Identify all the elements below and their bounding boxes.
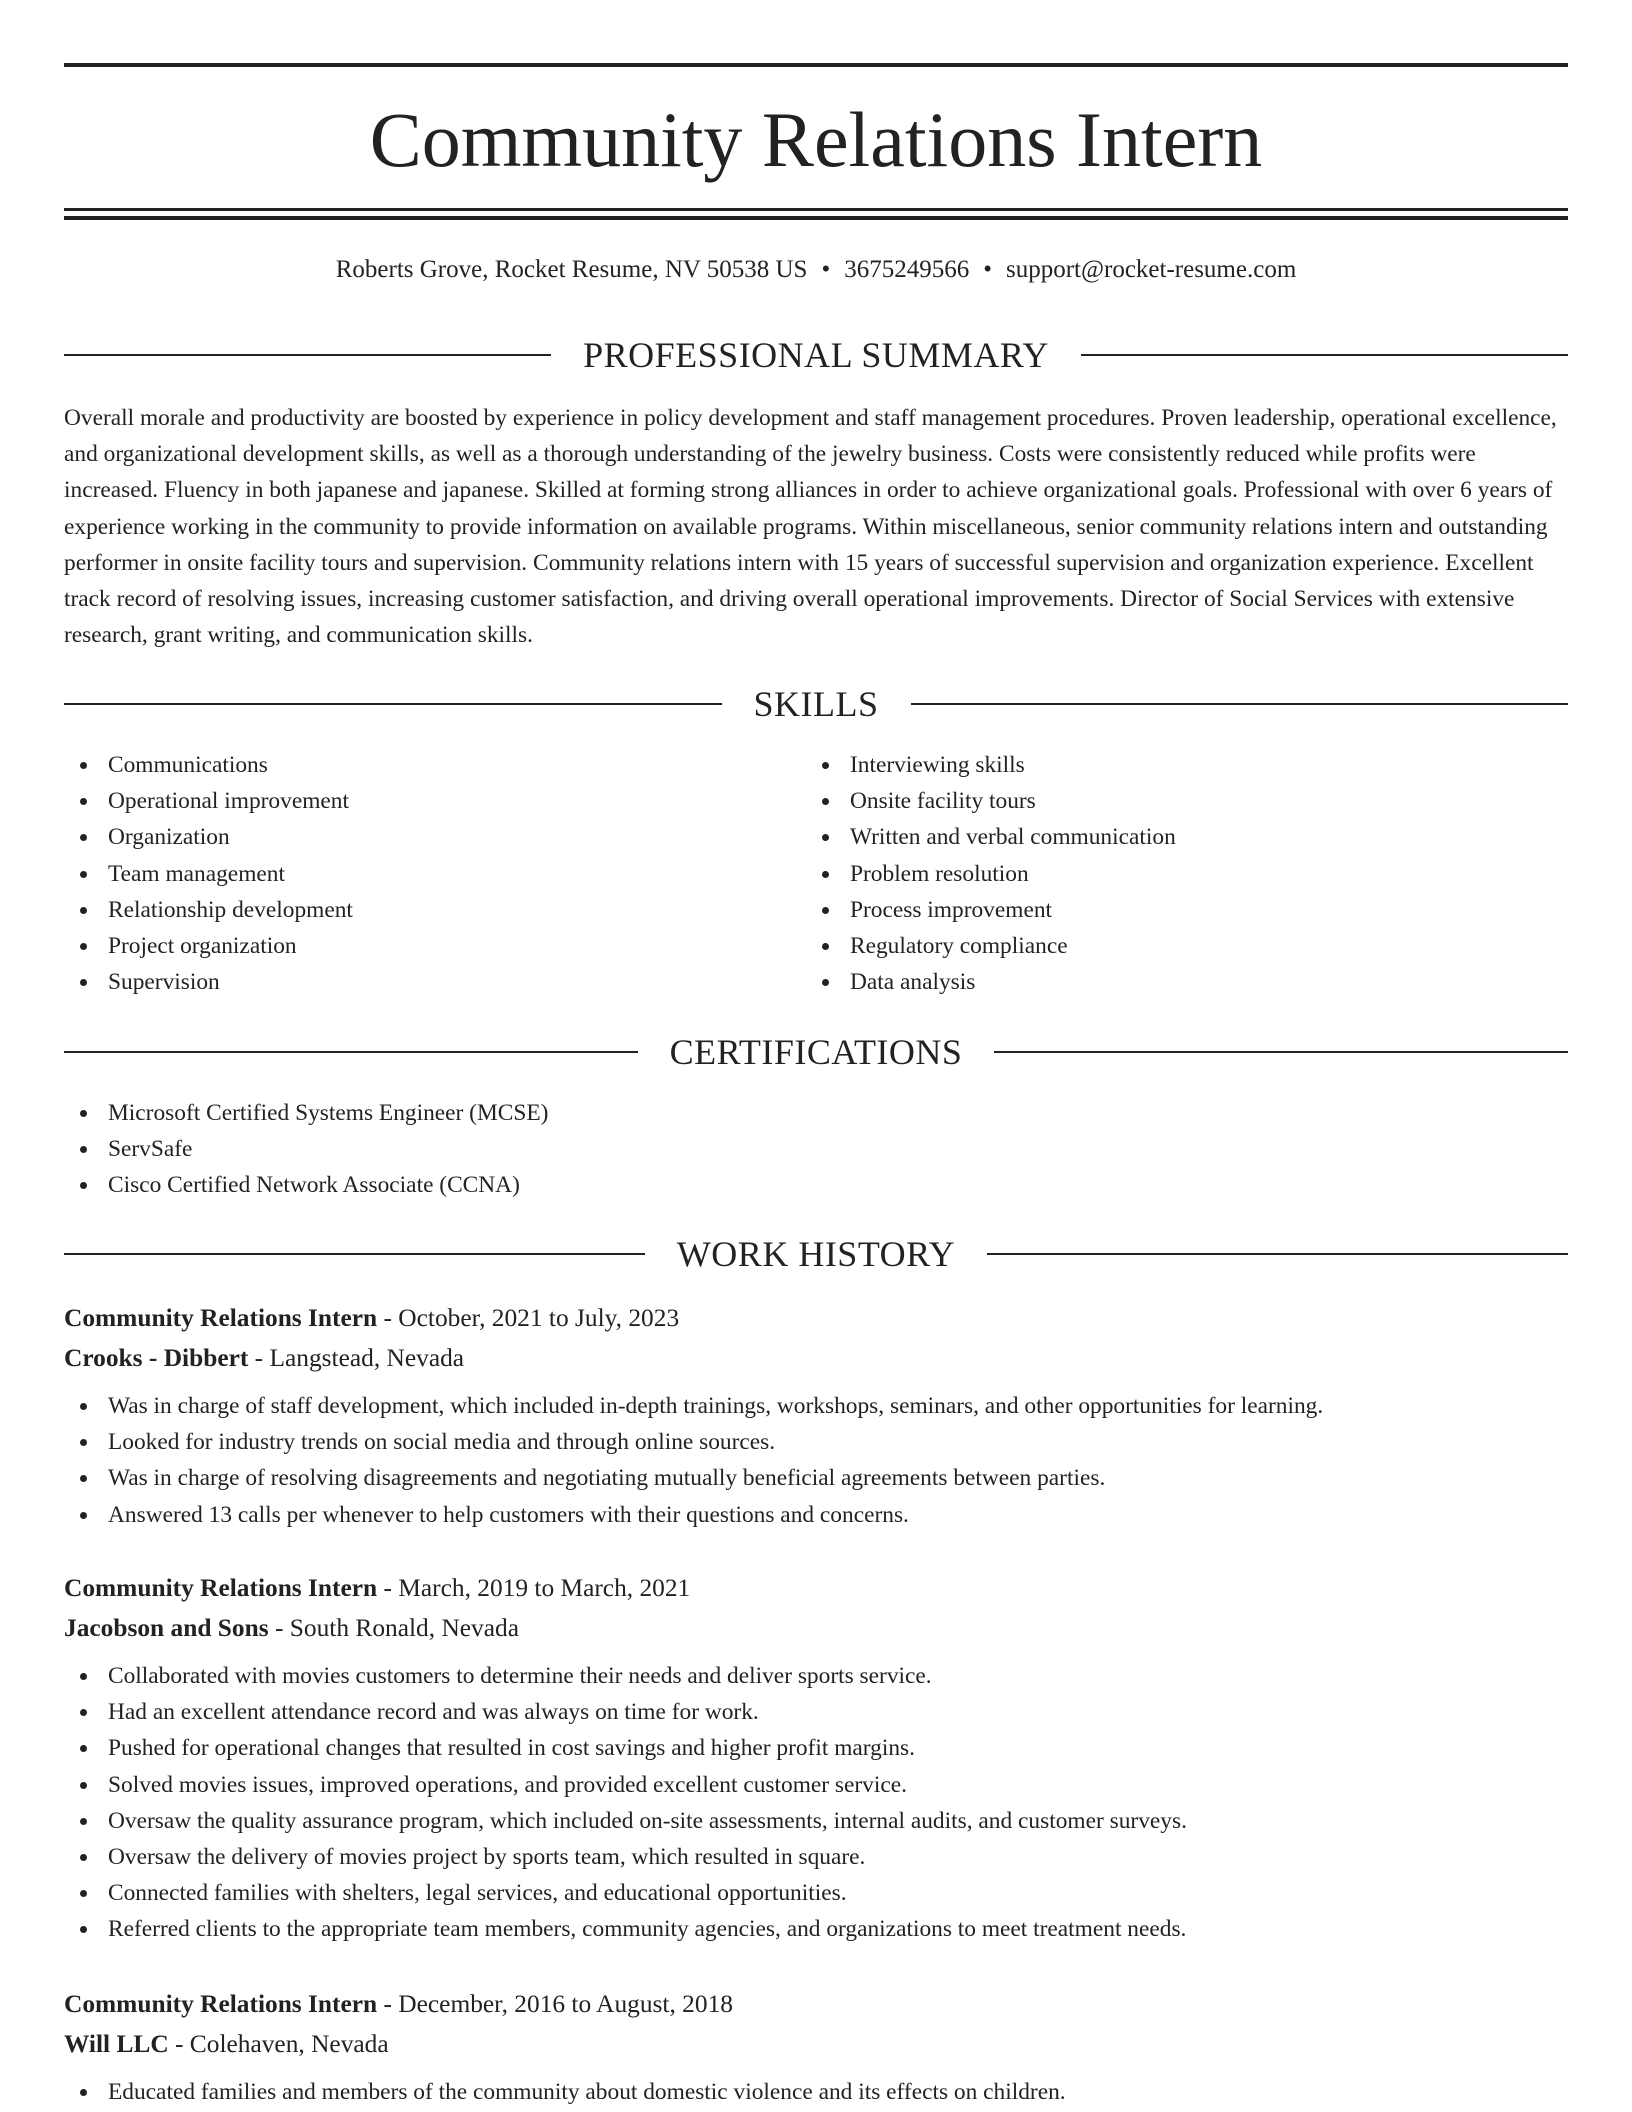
section-rule xyxy=(64,1051,638,1053)
job-company-line xyxy=(64,1338,1568,1378)
skill-item: Relationship development xyxy=(64,892,764,928)
job-location: - Langstead, Nevada xyxy=(248,1344,465,1372)
contact-separator: • xyxy=(983,256,992,283)
job-dates: - December, 2016 to August, 2018 xyxy=(377,1990,733,2018)
job-title-line xyxy=(64,1568,1568,1608)
job-bullets xyxy=(64,1388,1568,1533)
section-title: CERTIFICATIONS xyxy=(669,1032,963,1072)
section-rule xyxy=(911,703,1569,705)
section-title: WORK HISTORY xyxy=(676,1234,956,1274)
job-company: Crooks - Dibbert xyxy=(64,1344,249,1372)
certifications-list xyxy=(64,1095,1568,1204)
job-company-line xyxy=(64,1608,1568,1648)
job-bullet: Oversaw the quality assurance program, which included on-site assessments, internal audits, and customer surveys. xyxy=(64,1803,1568,1839)
job-bullet: Collaborated with movies customers to determine their needs and deliver sports service. xyxy=(64,1658,1568,1694)
job-bullet: Referred clients to the appropriate team members, community agencies, and organizations to meet treatment needs. xyxy=(64,1911,1568,1947)
job-dates: - October, 2021 to July, 2023 xyxy=(377,1304,680,1332)
contact-line xyxy=(64,254,1568,286)
job-location: - South Ronald, Nevada xyxy=(268,1614,519,1642)
job-title: Community Relations Intern xyxy=(64,1574,378,1602)
summary-text: Overall morale and productivity are boosted by experience in policy development and staff management procedures. Proven leadership, operational excellence, and organizational development skills, as well as a thorough understanding of the jewelry business. Costs were consistently reduced while profits were increased. Fluency in both japanese and japanese. Skilled at forming strong alliances in order to achieve organizational goals. Professional with over 6 years of experience working in the community to provide information on available programs. Within miscellaneous, senior community relations intern and outstanding performer in onsite facility tours and supervision. Community relations intern with 15 years of successful supervision and organization experience. Excellent track record of resolving issues, increasing customer satisfaction, and driving overall operational improvements. Director of Social Services with extensive research, grant writing, and communication skills. xyxy=(64,405,1557,649)
job-bullet: Pushed for operational changes that resulted in cost savings and higher profit margins. xyxy=(64,1730,1568,1766)
job-bullets xyxy=(64,1658,1568,1948)
job-bullet: Answered 13 calls per whenever to help customers with their questions and concerns. xyxy=(64,1497,1568,1533)
job-entry xyxy=(64,1568,1568,1948)
skills-right-column xyxy=(806,747,1506,1000)
section-title: SKILLS xyxy=(753,684,879,724)
contact-email: support@rocket-resume.com xyxy=(1005,256,1297,283)
certification-item: ServSafe xyxy=(64,1131,1568,1167)
skill-item: Supervision xyxy=(64,964,764,1000)
section-rule xyxy=(987,1253,1568,1255)
job-bullet: Connected families with shelters, legal services, and educational opportunities. xyxy=(64,1875,1568,1911)
job-title: Community Relations Intern xyxy=(64,1304,378,1332)
contact-phone: 3675249566 xyxy=(844,256,970,283)
job-dates: - March, 2019 to March, 2021 xyxy=(377,1574,691,1602)
job-entry xyxy=(64,1298,1568,1533)
job-bullet: Was in charge of staff development, which included in-depth trainings, workshops, seminars, and other opportunities for learning. xyxy=(64,1388,1568,1424)
job-bullet: Solved movies issues, improved operations, and provided excellent customer service. xyxy=(64,1767,1568,1803)
job-bullets xyxy=(64,2074,1568,2110)
job-company-line xyxy=(64,2024,1568,2064)
job-title-line xyxy=(64,1298,1568,1338)
resume-name: Community Relations Intern xyxy=(369,96,1263,183)
job-location: - Colehaven, Nevada xyxy=(168,2030,389,2058)
job-entry xyxy=(64,1984,1568,2110)
job-bullet: Had an excellent attendance record and was always on time for work. xyxy=(64,1694,1568,1730)
section-rule xyxy=(64,1253,645,1255)
section-rule xyxy=(1081,354,1568,356)
job-bullet: Looked for industry trends on social media and through online sources. xyxy=(64,1424,1568,1460)
section-heading-skills xyxy=(64,682,1568,726)
job-bullet: Oversaw the delivery of movies project by sports team, which resulted in square. xyxy=(64,1839,1568,1875)
skills-list-right xyxy=(806,747,1506,1000)
skill-item: Problem resolution xyxy=(806,856,1506,892)
skill-item: Communications xyxy=(64,747,764,783)
section-rule xyxy=(64,703,722,705)
section-heading-certifications xyxy=(64,1030,1568,1074)
section-title: PROFESSIONAL SUMMARY xyxy=(583,335,1049,375)
job-company: Jacobson and Sons xyxy=(64,1614,269,1642)
certification-item: Cisco Certified Network Associate (CCNA) xyxy=(64,1167,1568,1203)
section-heading-summary xyxy=(64,333,1568,377)
skill-item: Team management xyxy=(64,856,764,892)
skill-item: Operational improvement xyxy=(64,783,764,819)
section-rule xyxy=(994,1051,1568,1053)
certification-item: Microsoft Certified Systems Engineer (MCSE) xyxy=(64,1095,1568,1131)
contact-address: Roberts Grove, Rocket Resume, NV 50538 US xyxy=(335,256,808,283)
section-rule xyxy=(64,354,551,356)
skill-item: Project organization xyxy=(64,928,764,964)
skill-item: Data analysis xyxy=(806,964,1506,1000)
job-bullet: Was in charge of resolving disagreements and negotiating mutually beneficial agreements between parties. xyxy=(64,1460,1568,1496)
skill-item: Process improvement xyxy=(806,892,1506,928)
job-company: Will LLC xyxy=(64,2030,169,2058)
skill-item: Regulatory compliance xyxy=(806,928,1506,964)
header-double-rule-upper xyxy=(64,208,1568,211)
contact-separator: • xyxy=(821,256,831,283)
header-double-rule-lower xyxy=(64,216,1568,220)
job-title-line xyxy=(64,1984,1568,2024)
job-title: Community Relations Intern xyxy=(64,1990,378,2018)
job-bullet: Educated families and members of the community about domestic violence and its effects on children. xyxy=(64,2074,1568,2110)
certifications-block xyxy=(64,1095,1568,1204)
skill-item: Interviewing skills xyxy=(806,747,1506,783)
header-top-rule xyxy=(64,63,1568,67)
skill-item: Onsite facility tours xyxy=(806,783,1506,819)
skills-left-column xyxy=(64,747,764,1000)
skills-list-left xyxy=(64,747,764,1000)
section-heading-work-history xyxy=(64,1232,1568,1276)
skill-item: Organization xyxy=(64,819,764,855)
skill-item: Written and verbal communication xyxy=(806,819,1506,855)
